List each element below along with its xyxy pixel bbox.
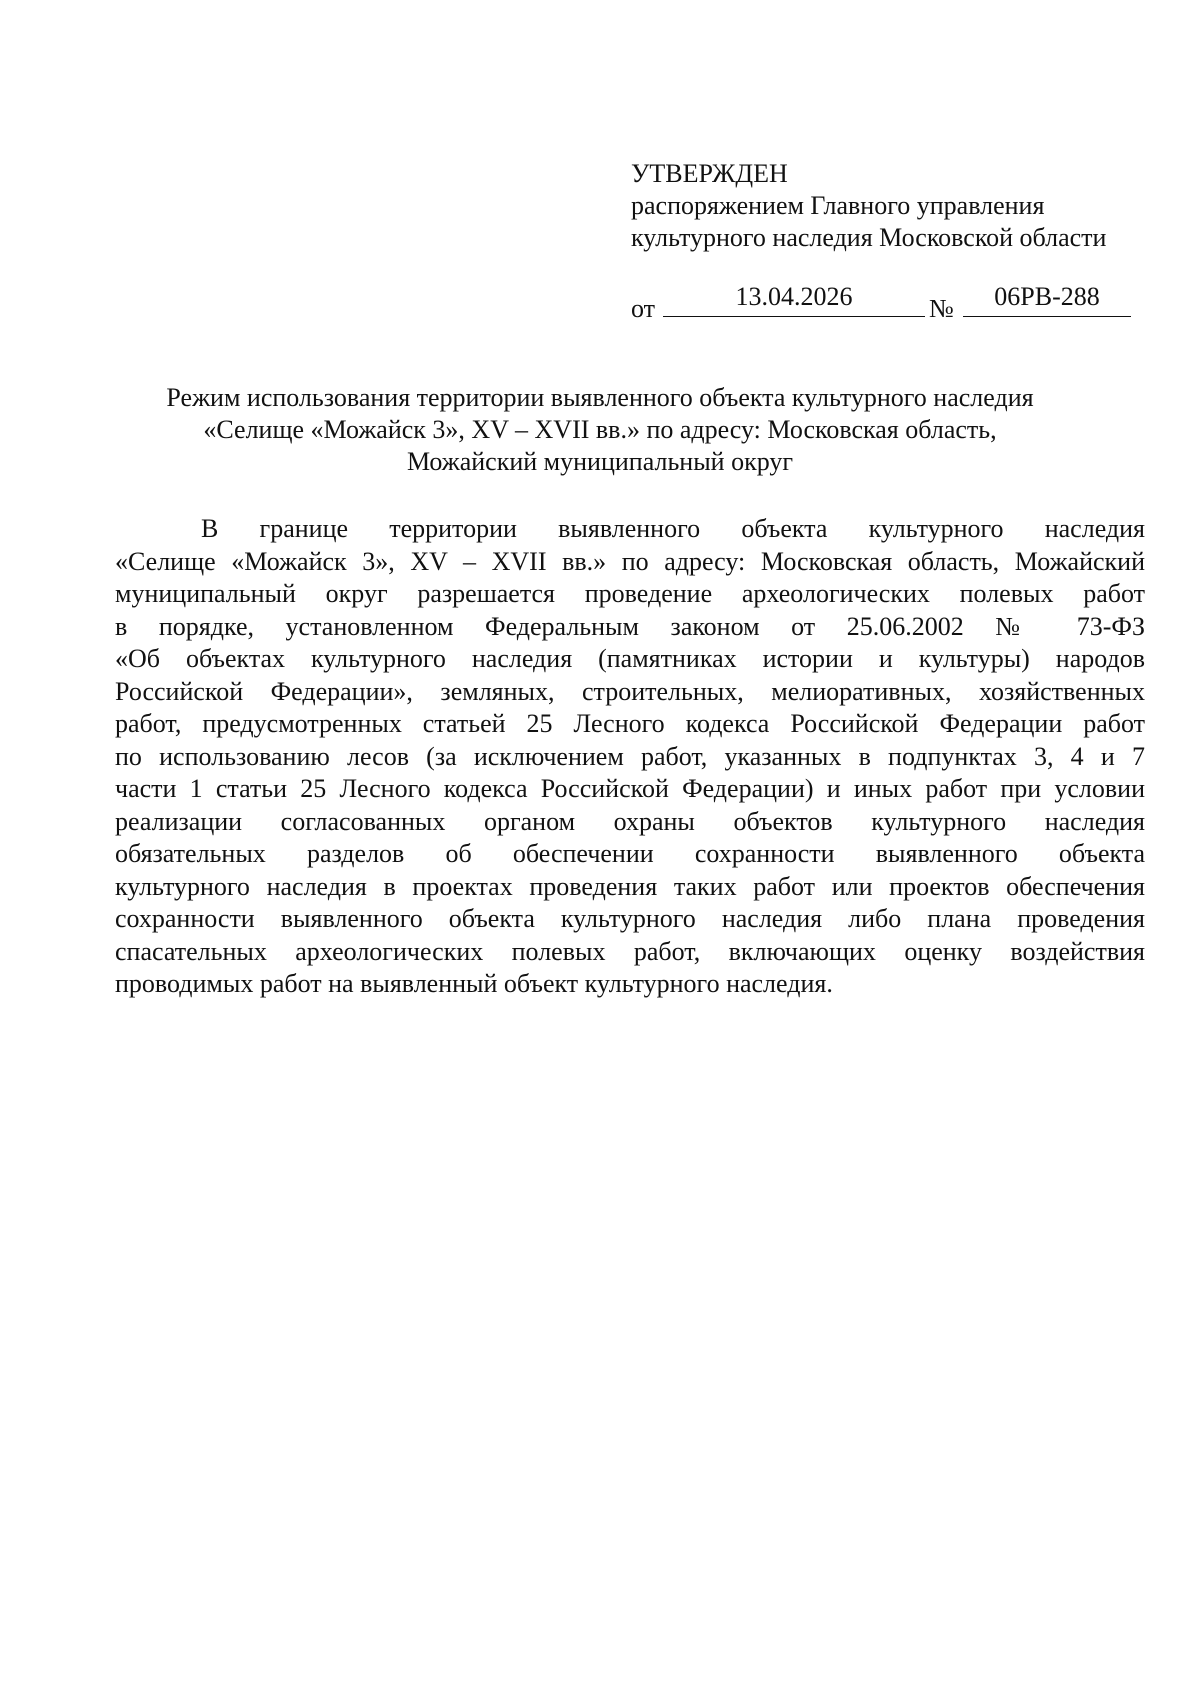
body-line: обязательных разделов об обеспечении сохранности выявленного объекта (115, 839, 1145, 868)
body-line: спасательных археологических полевых работ, включающих оценку воздействия (115, 936, 1145, 966)
title-line-1: Режим использования территории выявленного объекта культурного наследия (166, 383, 1034, 412)
date-number-line (631, 282, 1131, 322)
approval-block (631, 158, 1151, 254)
body-line: части 1 статьи 25 Лесного кодекса Российской Федерации) и иных работ при условии (115, 774, 1145, 803)
body-line: в порядке, установленном Федеральным законом от 25.06.2002 № 73-ФЗ (115, 611, 1145, 641)
from-label: от (631, 294, 656, 323)
approval-heading: УТВЕРЖДЕН (631, 159, 788, 188)
approval-line-2: культурного наследия Московской области (631, 223, 1107, 252)
body-line: В границе территории выявленного объекта культурного наследия (201, 514, 1145, 543)
body-line: работ, предусмотренных статьей 25 Лесного кодекса Российской Федерации работ (115, 709, 1145, 738)
body-line: проводимых работ на выявленный объект культурного наследия. (115, 969, 833, 998)
body-line: сохранности выявленного объекта культурного наследия либо плана проведения (115, 904, 1145, 933)
body-paragraph (115, 513, 1145, 1001)
title-line-3: Можайский муниципальный округ (406, 447, 794, 476)
document-number-field: 06РВ-288 (963, 282, 1131, 317)
body-line: реализации согласованных органом охраны объектов культурного наследия (115, 806, 1145, 836)
date-field: 13.04.2026 (663, 282, 925, 317)
body-line: по использованию лесов (за исключением работ, указанных в подпунктах 3, 4 и 7 (115, 741, 1145, 771)
document-title (100, 382, 1100, 478)
number-sign: № (929, 294, 954, 323)
body-line: культурного наследия в проектах проведения таких работ или проектов обеспечения (115, 871, 1145, 901)
body-line: Российской Федерации», земляных, строительных, мелиоративных, хозяйственных (115, 676, 1145, 706)
body-line: «Селище «Можайск 3», XV – XVII вв.» по адресу: Московская область, Можайский (115, 546, 1145, 576)
body-line: муниципальный округ разрешается проведение археологических полевых работ (115, 579, 1145, 608)
body-line: «Об объектах культурного наследия (памятниках истории и культуры) народов (115, 644, 1145, 673)
title-line-2: «Селище «Можайск 3», XV – XVII вв.» по адресу: Московская область, (203, 415, 997, 444)
approval-line-1: распоряжением Главного управления (631, 191, 1045, 220)
